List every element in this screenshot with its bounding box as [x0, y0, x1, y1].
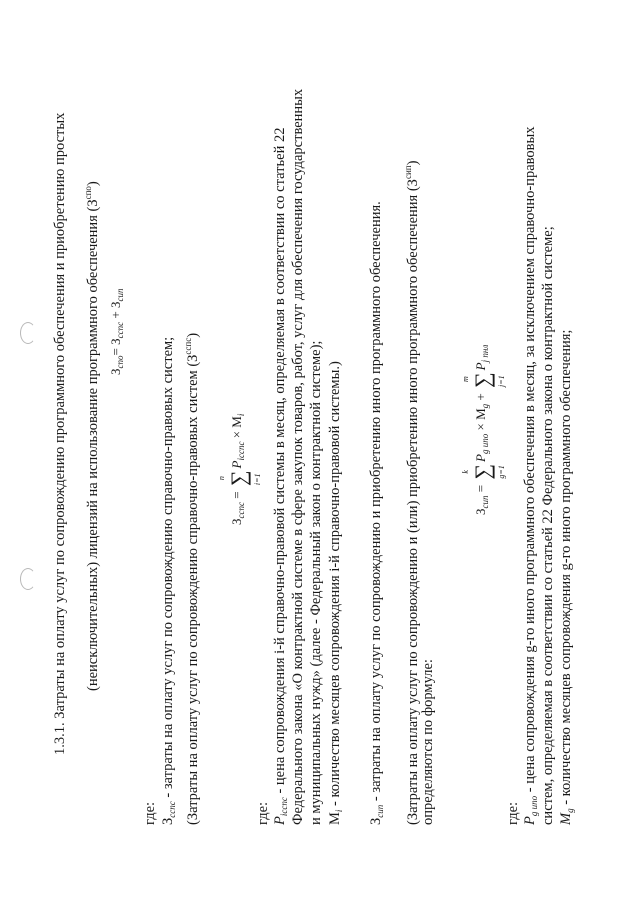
where3-line-1: $P_{g ипо}$ - цена сопровождения g-го иного программного обеспечения в месяц, за исключением справочно-правовых [522, 126, 539, 825]
where-label-1: где: [142, 801, 158, 825]
where2-line-3: и муниципальных нужд» (далее - Федеральный закон о контрактной системе); [308, 340, 324, 825]
where2-line-2: Федерального закона «О контрактной системе в сфере закупок товаров, работ, услуг для обеспечения государственных [290, 88, 306, 825]
formula-sspc: $З_{сспс}$ = ∑ n i=1 $P_{iсспс} \times M_i$ [217, 413, 262, 525]
sip-line-1: $З_{сип}$ - затраты на оплату услуг по сопровождению и приобретению иного программного обеспечения. [368, 201, 385, 825]
sip-line-2: (Затраты на оплату услуг по сопровождению и (или) приобретению иного программного обеспечения $(З^{сип})$ [403, 160, 421, 825]
where3-line-2: систем, определяемая в соответствии со статьей 22 Федерального закона о контрактной системе; [540, 226, 556, 825]
sum-symbol-1: ∑ k g=1 [461, 463, 506, 480]
formula-spo: $З_{спо}= З_{сспс} + З_{сип}$ [108, 288, 125, 375]
where2-line-4: $M_i$ - количество месяцев сопровождения i-й справочно-правовой системы.) [327, 361, 344, 825]
section-heading-line-1: 1.3.1. Затраты на оплату услуг по сопровождению программного обеспечения и приобретению простых [52, 112, 68, 755]
formula-sip: $З_{сип}$ = ∑ k g=1 $P_{g ипо} \times M_g$ + ∑ m j=1 $P_{j пнл}$ [461, 344, 506, 515]
where1-line-1: $З_{сспс}$ - затраты на оплату услуг по сопровождению справочно-правовых систем; [160, 336, 177, 825]
where1-line-2: (Затраты на оплату услуг по сопровождению справочно-правовых систем $(З^{сспс})$ [183, 332, 201, 825]
where-label-2: где: [255, 801, 271, 825]
section-heading-line-2: (неисключительных) лицензий на использование программного обеспечения $(З^{спо})$ [83, 181, 101, 691]
where2-line-1: $P_{iсспс}$ - цена сопровождения i-й справочно-правовой системы в месяц, определяемая в соответствии со статьей 22 [272, 127, 289, 825]
where-label-3: где: [505, 801, 521, 825]
sip-line-3: определяются по формуле: [420, 659, 436, 825]
sum-symbol: ∑ n i=1 [217, 470, 262, 487]
where3-line-3: $M_g$ - количество месяцев сопровождения g-го иного программного обеспечения; [558, 329, 575, 825]
sum-symbol-2: ∑ m j=1 [461, 372, 506, 389]
